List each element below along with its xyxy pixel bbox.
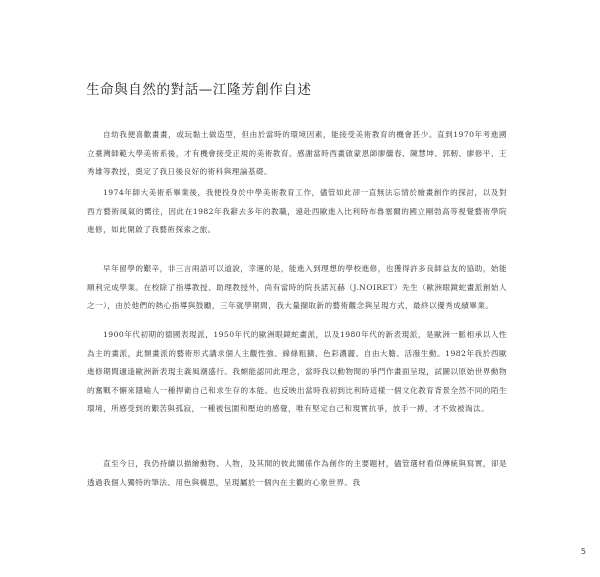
paragraph-2: 1974年師大美術系畢業後，我便投身於中學美術教育工作，儘管如此卻一直無法忘情於繪畫創作的探討，以及對西方藝術風氣的嚮往，因此在1982年我辭去多年的教職，遠赴西歐進入比利時布魯塞爾的國立剛勃高等視覺藝術學院進修，如此開啟了我藝術探索之旅。 <box>87 188 507 234</box>
paragraph-1: 自幼我便喜歡畫畫，或玩黏土做造型，但由於當時的環境因素，能接受美術教育的機會甚少。直到1970年考進國立臺灣師範大學美術系後，才有機會接受正規的美術教育。感謝當時西畫啟蒙恩師廖繼春、陳慧坤、郭軔、廖修平、王秀雄等教授，奠定了我日後良好的術科與理論基礎。 <box>87 130 507 176</box>
page-number: 5 <box>580 547 586 556</box>
page-title: 生命與自然的對話—江隆芳創作自述 <box>86 82 312 98</box>
paragraph-4: 1900年代初期的德國表現派，1950年代的歐洲眼鏡蛇畫派，以及1980年代的新表現派，是歐洲一脈相承以人性為主的畫派，此類畫派的藝術形式講求個人主觀性強、線條粗獷、色彩濃麗、自由大膽、活潑生動。1982年我於西歐進修期間適逢歐洲新表現主義風潮盛行。我頗能認同此理念，當時我以動物間的爭鬥作畫面呈現，試圖以原始世界動物的奮戰不懈來隱喻人一種捍衛自己和求生存的本能。也反映出當時我初到比利時這樣一個文化教育背景全然不同的陌生環境，所感受到的艱苦與孤寂，一種被包圍和壓迫的感覺，唯有堅定自己和現實抗爭，放手一搏，才不致被淘汰。 <box>87 330 507 413</box>
paragraph-3: 早年留學的艱辛，非三言兩語可以道說，幸運的是，能進入到理想的學校進修，也獲得許多良師益友的協助，始能順利完成學業。在校除了指導教授、助理教授外，尚有當時的院長諾瓦赫（J.NOIRET）先生（歐洲眼鏡蛇畫派創始人之一），由於他們的熱心指導與鼓勵，三年就學期間，我大量擷取新的藝術觀念與呈現方式，最終以優秀成績畢業。 <box>87 264 507 310</box>
paragraph-5: 直至今日，我仍持續以描繪動物、人物，及其間的彼此關係作為創作的主要題材，儘管選材看似傳統與寫實，卻是透過我個人獨特的筆法、用色與構思，呈現屬於一個內在主觀的心象世界。我 <box>87 459 507 487</box>
